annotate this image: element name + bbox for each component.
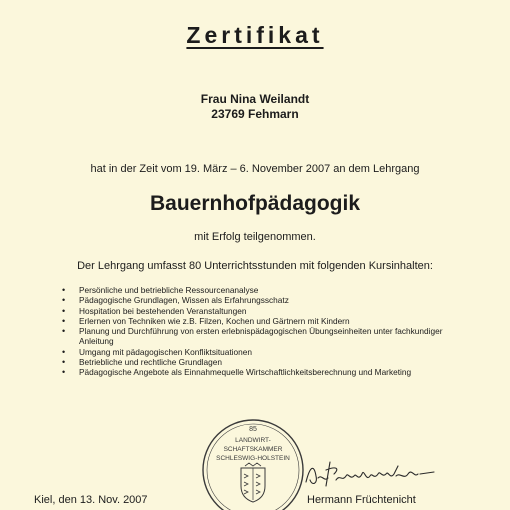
recipient-address: 23769 Fehmarn [211, 107, 299, 121]
certificate-title [0, 22, 510, 49]
course-content-item: • Umgang mit pädagogischen Konfliktsituationen [62, 347, 462, 357]
certificate-title-text: Zertifikat [186, 22, 324, 48]
course-content-item: • Hospitation bei bestehenden Veranstaltungen [62, 306, 462, 316]
coat-of-arms-icon [241, 463, 265, 502]
course-content-item: • Pädagogische Grundlagen, Wissen als Erfahrungsschatz [62, 295, 462, 305]
course-content-item: • Betriebliche und rechtliche Grundlagen [62, 357, 462, 367]
seal-number: 85 [249, 426, 257, 433]
seal-text-line: LANDWIRT- [235, 437, 271, 444]
completion-text: mit Erfolg teilgenommen. [194, 231, 316, 243]
official-seal-stamp [199, 412, 307, 510]
recipient-block [0, 92, 510, 122]
course-content-item: • Pädagogische Angebote als Einnahmequelle Wirtschaftlichkeitsberechnung und Marketing [62, 367, 462, 377]
seal-text-line: SCHLESWIG-HOLSTEIN [216, 455, 290, 462]
course-scope-text: Der Lehrgang umfasst 80 Unterrichtsstunden mit folgenden Kursinhalten: [77, 260, 433, 272]
course-content-item: • Persönliche und betriebliche Ressourcenanalyse [62, 285, 462, 295]
course-period-text: hat in der Zeit vom 19. März – 6. November 2007 an dem Lehrgang [90, 163, 420, 175]
course-name: Bauernhofpädagogik [149, 192, 360, 215]
signatory-name: Hermann Früchtenicht [307, 494, 416, 506]
course-content-item: • Erlernen von Techniken wie z.B. Filzen, Kochen und Gärtnern mit Kindern [62, 316, 462, 326]
place-and-date: Kiel, den 13. Nov. 2007 [34, 494, 148, 506]
recipient-name: Frau Nina Weilandt [200, 92, 310, 106]
course-contents-list [62, 285, 462, 378]
course-content-item: • Planung und Durchführung von ersten erlebnispädagogischen Übungseinheiten unter fachkundiger Anleitung [62, 326, 462, 347]
handwritten-signature [300, 452, 440, 492]
seal-text-line: SCHAFTSKAMMER [223, 446, 283, 453]
